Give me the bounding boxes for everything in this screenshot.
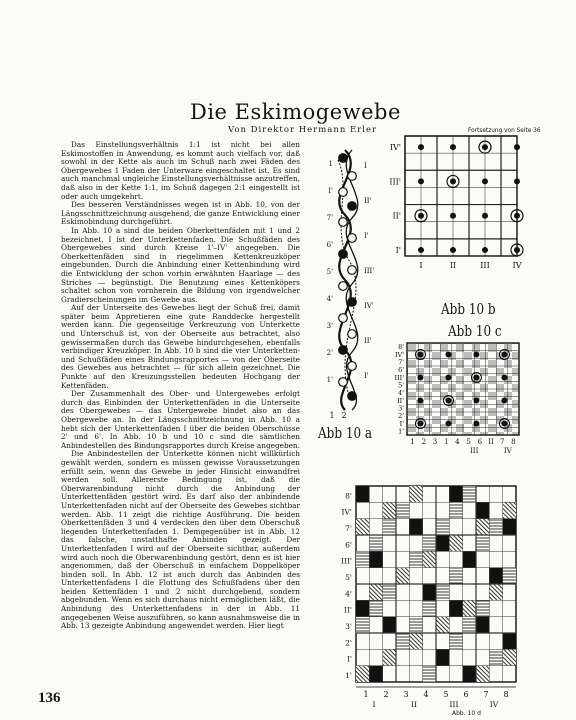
weft-label: 5' xyxy=(326,268,333,276)
row-label: 6' xyxy=(345,540,352,550)
col-label: III xyxy=(480,261,490,270)
paragraph: Des besseren Verständnisses wegen ist in Abb. 10, von der Längsschnittzeichnung ausgehend, die ganze Entwicklung einer Eskimobindung durchgeführt. xyxy=(61,200,300,227)
binding-point xyxy=(514,144,520,150)
pattern-cell xyxy=(423,666,436,682)
pattern-cell xyxy=(463,486,476,502)
pattern-cell xyxy=(489,649,502,665)
pattern-cell xyxy=(396,633,409,649)
col-label: 1 xyxy=(410,438,415,446)
figure-10d-point-paper xyxy=(341,486,516,709)
figure-10a-cross-section xyxy=(327,150,375,420)
weft-circle xyxy=(348,362,357,371)
pattern-cell xyxy=(436,535,449,551)
row-label: IV' xyxy=(394,350,404,359)
row-label: IV' xyxy=(389,143,401,153)
roman-col-label: IV xyxy=(489,700,499,709)
continuation-note: Fortsetzung von Seite 36 xyxy=(468,128,541,134)
binding-point xyxy=(418,178,424,184)
row-label: 2' xyxy=(398,412,404,421)
pattern-cell xyxy=(356,666,369,682)
binding-point xyxy=(450,144,456,150)
pattern-cell xyxy=(409,633,422,649)
col-label: 5 xyxy=(443,690,449,699)
binding-point xyxy=(473,352,479,358)
pattern-cell xyxy=(436,649,449,665)
row-label: II' xyxy=(397,396,404,405)
pattern-cell xyxy=(476,666,489,682)
col-label: 7 xyxy=(483,690,489,699)
pattern-cell xyxy=(503,519,516,535)
col-label: IV xyxy=(503,447,512,455)
pattern-cell xyxy=(463,551,476,567)
weft-circle xyxy=(339,188,348,197)
col-label: 1 xyxy=(363,690,369,699)
pattern-cell xyxy=(436,617,449,633)
col-label: I xyxy=(419,261,423,270)
pattern-cell xyxy=(449,535,462,551)
paragraph: In Abb. 10 a sind die beiden Oberkettenfäden mit 1 und 2 bezeichnet, I ist der Unterkettenfaden. Die Schußfäden des Obergewebes sind durch Kreise 1'–IV' angegeben. Die Oberkettenfäden sind in riegelimmen Kettenkreuzköper eingebunden. Durch die Anbindung einer Kettenbindung wird die Entwicklung der schon vorhin erwähnten Haarlage — des Striches — begünstigt. Die Benutzung eines Kettenköpers schaltet schon von vornherein die Bildung von irgendwelcher Gradierscheinungen im Gewebe aus. xyxy=(61,225,300,304)
binding-point xyxy=(445,421,451,427)
row-label: 7' xyxy=(398,358,404,367)
pattern-cell xyxy=(409,617,422,633)
weft-circle xyxy=(339,314,348,323)
weft-label: 4' xyxy=(326,295,333,303)
row-label: 8' xyxy=(345,491,352,501)
pattern-cell xyxy=(476,600,489,616)
pattern-cell xyxy=(383,519,396,535)
roman-weft-label: IV' xyxy=(364,302,374,310)
binding-point xyxy=(418,247,424,253)
pattern-cell xyxy=(383,617,396,633)
article-author: Von Direktor Hermann Erler xyxy=(228,125,378,135)
binding-point xyxy=(445,375,451,381)
figure-caption-10c: Abb 10 c xyxy=(448,322,502,340)
pattern-cell xyxy=(423,600,436,616)
warp-number: 2 xyxy=(341,411,347,420)
pattern-cell xyxy=(369,584,382,600)
pattern-cell xyxy=(476,502,489,518)
row-label: III' xyxy=(341,556,352,566)
weft-label: 7' xyxy=(326,214,333,222)
binding-point xyxy=(482,144,488,150)
pattern-cell xyxy=(449,486,462,502)
binding-point xyxy=(514,247,520,253)
binding-point xyxy=(514,178,520,184)
row-label: 1' xyxy=(345,670,352,680)
roman-weft-label: III' xyxy=(364,267,375,275)
row-label: 7' xyxy=(345,523,352,533)
weft-circle xyxy=(348,172,357,181)
binding-point xyxy=(445,352,451,358)
col-label: III xyxy=(470,447,479,455)
roman-weft-label: I' xyxy=(364,372,369,380)
binding-point xyxy=(473,398,479,404)
binding-point xyxy=(417,352,423,358)
pattern-cell xyxy=(383,649,396,665)
binding-point xyxy=(501,398,507,404)
pattern-cell xyxy=(476,535,489,551)
pattern-cell xyxy=(476,617,489,633)
pattern-cell xyxy=(409,486,422,502)
pattern-cell xyxy=(409,551,422,567)
paragraph: Die Anbindestellen der Unterkette können nicht willkürlich gewählt werden, sondern es müssen gewisse Voraussetzungen erfüllt sein, wenn das Gewebe in jeder Hinsicht einwandfrei werden soll. Allererste Bedingung ist, daß die Oberwarenbindung nicht durch die Anbindung der Unterkettenfäden gestört wird. Es darf also der anbindende Unterkettenfaden nicht auf der Oberseite des Gewebes sichtbar werden. Abb. 11 zeigt die richtige Ausführung. Die beiden Oberkettenfäden 3 und 4 verdecken den über dem Oberschuß liegenden Unterkettenfaden 1. Demgegenüber ist in Abb. 12 das falsche, unstatthafte Anbinden gezeigt. Der Unterkettenfaden I wird auf der Oberseite sichtbar, außerdem wird auch noch die Oberwarenbindung gestört, denn es ist hier angenommen, daß der Oberschuß in einfachem Doppelköper binden soll. In Abb. 12 ist auch durch das Anbinden des Unterkettenfadens I die Flottung des Schußfadens über den beiden Kettenfäden 1 und 2 nicht durchgebend, sondern abgebunden. Wenn es sich durchaus nicht ermöglichen läßt, die Anbindung des Unterkettenfadens in der in Abb. 11 angegebenen Weise auszuführen, so kann ausnahmsweise die in Abb. 13 gezeigte Anbindung angewendet werden. Hier liegt xyxy=(61,449,300,631)
pattern-cell xyxy=(423,584,436,600)
pattern-cell xyxy=(463,600,476,616)
binding-point xyxy=(450,247,456,253)
pattern-cell xyxy=(503,649,516,665)
weft-circle xyxy=(348,234,357,243)
binding-point xyxy=(450,213,456,219)
col-label: 7 xyxy=(499,438,505,446)
pattern-cell xyxy=(396,568,409,584)
binding-point xyxy=(482,178,488,184)
binding-point xyxy=(501,352,507,358)
weft-circle xyxy=(339,250,348,259)
row-label: 5' xyxy=(398,381,404,390)
figure-caption-10b: Abb 10 b xyxy=(441,300,496,318)
pattern-cell xyxy=(489,519,502,535)
pattern-cell xyxy=(503,502,516,518)
binding-point xyxy=(417,375,423,381)
weft-circle xyxy=(339,218,348,227)
binding-point xyxy=(417,398,423,404)
weft-circle xyxy=(339,346,348,355)
pattern-cell xyxy=(356,519,369,535)
weft-label: 6' xyxy=(326,241,333,249)
binding-point xyxy=(418,213,424,219)
pattern-cell xyxy=(436,584,449,600)
figure-caption-10d: Abb. 10 d xyxy=(452,710,481,717)
grid-border xyxy=(405,136,517,256)
pattern-cell xyxy=(423,551,436,567)
row-label: I' xyxy=(395,246,401,255)
row-label: 6' xyxy=(398,366,404,375)
weft-circle xyxy=(348,392,357,401)
binding-point xyxy=(473,421,479,427)
figure-10b-binding-grid xyxy=(389,136,523,270)
pattern-cell xyxy=(409,519,422,535)
binding-point xyxy=(418,144,424,150)
row-label: 2' xyxy=(345,638,352,648)
col-label: 6 xyxy=(477,438,483,446)
row-label: I' xyxy=(346,654,352,664)
pattern-cell xyxy=(436,519,449,535)
col-label: 5 xyxy=(466,438,471,446)
col-label: 8 xyxy=(503,690,509,699)
pattern-cell xyxy=(356,600,369,616)
pattern-cell xyxy=(449,600,462,616)
binding-point xyxy=(450,178,456,184)
weft-circle xyxy=(348,298,357,307)
pattern-cell xyxy=(503,633,516,649)
weft-label: I' xyxy=(328,187,333,195)
row-label: 3' xyxy=(398,404,404,413)
paragraph: Auf der Unterseite des Gewebes liegt der Schuß frei, damit später beim Appretieren eine gute Randdecke hergestellt werden kann. Die gegenseitige Verkreuzung von Unterkette und Unterschuß ist, von der Oberseite aus betrachtet, also gewissermaßen durch das Gewebe hindurchgesehen, ebenfalls verbindiger Kreuzköper. In Abb. 10 b sind die vier Unterketten- und Schußfäden eines Bindungsrapportes — von der Oberseite des Gewebes aus betrachtet — für sich allein gezeichnet. Die Punkte auf den Kreuzungsstellen bedeuten Hochgang der Kettenfäden. xyxy=(61,303,300,390)
pattern-cell xyxy=(356,486,369,502)
col-label: 2 xyxy=(383,690,389,699)
binding-point xyxy=(445,398,451,404)
binding-point xyxy=(482,247,488,253)
binding-point xyxy=(514,213,520,219)
col-label: II xyxy=(449,261,457,270)
pattern-cell xyxy=(383,502,396,518)
row-label: 1' xyxy=(398,427,404,436)
col-label: II xyxy=(488,438,494,446)
col-label: I xyxy=(444,438,448,446)
weft-circle xyxy=(339,282,348,291)
binding-point xyxy=(473,375,479,381)
weft-label: 1' xyxy=(326,376,333,384)
paragraph: Der Zusammenhalt des Ober- und Untergewebes erfolgt durch das Einbinden der Unterkettenfäden in die Unterseite des Obergewebes — das Untergewebe bindet also an das Obergewebe an. In der Längsschnittzeichnung in Abb. 10 a hebt sich der Unterkettenfaden I über die beiden Oberschüsse 2' und 6'. In Abb. 10 b und 10 c sind die sämtlichen Anbindestellen des Bindungsrapportes durch Kreise angegeben. xyxy=(61,389,300,450)
figure-10c-checkered-grid xyxy=(395,343,520,455)
row-label: 8' xyxy=(398,343,404,352)
row-label: 4' xyxy=(345,589,352,599)
col-label: 4 xyxy=(455,438,460,446)
col-label: 8 xyxy=(511,438,516,446)
col-label: 3 xyxy=(432,438,438,446)
weft-circle xyxy=(348,202,357,211)
pattern-cell xyxy=(369,600,382,616)
pattern-cell xyxy=(476,519,489,535)
col-label: IV xyxy=(512,261,522,270)
paragraph: Das Einstellungsverhältnis 1:1 ist nicht bei allen Eskimostoffen in Anwendung, es kommt auch vielfach vor, daß sowohl in der Kette als auch im Schuß nach zwei Fäden des Obergewebes 1 Faden der Unterware eingeschaltet ist. Es sind auch manchmal ungleiche Einstellungsverhältnisse anzutreffen, daß also in der Kette 1:1, im Schuß dagegen 2:1 eingestellt ist oder auch umgekehrt. xyxy=(61,140,300,201)
pattern-cell xyxy=(356,617,369,633)
col-label: 6 xyxy=(463,690,469,699)
pattern-cell xyxy=(489,584,502,600)
roman-weft-label: I xyxy=(364,162,367,170)
row-label: II' xyxy=(344,605,352,615)
warp-number: 1 xyxy=(329,411,335,420)
roman-weft-label: II' xyxy=(364,197,372,205)
pattern-cell xyxy=(423,535,436,551)
pattern-cell xyxy=(396,502,409,518)
col-label: 3 xyxy=(403,690,409,699)
weft-label: 2' xyxy=(326,349,333,357)
pattern-cell xyxy=(369,551,382,567)
weft-circle xyxy=(348,330,357,339)
binding-point xyxy=(501,421,507,427)
pattern-cell xyxy=(383,584,396,600)
pattern-cell xyxy=(503,568,516,584)
pattern-cell xyxy=(356,551,369,567)
pattern-cell xyxy=(449,633,462,649)
binding-point xyxy=(482,213,488,219)
weft-circle xyxy=(348,266,357,275)
weft-label: 1 xyxy=(328,160,333,168)
pattern-cell xyxy=(369,666,382,682)
roman-col-label: III xyxy=(449,700,459,709)
row-label: I' xyxy=(399,419,404,428)
weft-label: 3' xyxy=(326,322,333,330)
row-label: II' xyxy=(392,211,401,221)
pattern-cell xyxy=(369,535,382,551)
pattern-cell xyxy=(463,617,476,633)
roman-weft-label: II' xyxy=(364,337,372,345)
pattern-cell xyxy=(449,568,462,584)
roman-col-label: I xyxy=(372,700,376,709)
row-label: III' xyxy=(394,373,404,382)
col-label: 4 xyxy=(423,690,429,699)
row-label: 5' xyxy=(345,572,352,582)
roman-weft-label: I' xyxy=(364,232,369,240)
binding-point xyxy=(501,375,507,381)
article-title: Die Eskimogewebe xyxy=(190,100,401,124)
row-label: III' xyxy=(389,177,401,187)
row-label: 3' xyxy=(345,621,352,631)
figure-caption-10a: Abb 10 a xyxy=(318,424,373,442)
binding-point xyxy=(417,421,423,427)
col-label: 2 xyxy=(421,438,427,446)
row-label: IV' xyxy=(341,507,352,517)
roman-col-label: II xyxy=(411,700,417,709)
weft-circle xyxy=(339,154,348,163)
weft-circle xyxy=(339,378,348,387)
pattern-cell xyxy=(489,568,502,584)
pattern-cell xyxy=(463,666,476,682)
row-label: 4' xyxy=(398,389,404,398)
page-number: 136 xyxy=(38,690,61,706)
pattern-cell xyxy=(449,502,462,518)
